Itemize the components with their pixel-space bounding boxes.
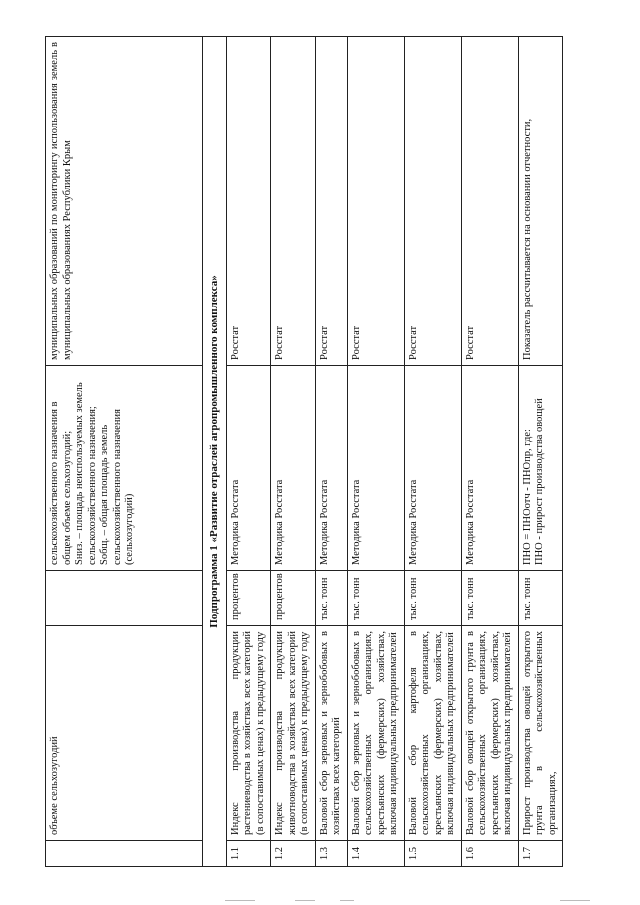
method-cell: Методика Росстата — [404, 366, 461, 571]
method-cell: Методика Росстата — [226, 366, 271, 571]
description-cell: объеме сельхозугодий — [46, 626, 203, 841]
table-row-continued — [46, 37, 203, 867]
source-cell: Росстат — [347, 37, 404, 366]
source-cell: Росстат — [226, 37, 271, 366]
source-cell: Росстат — [315, 37, 347, 366]
indicator-name-cell: Индекс производства продукции животноводства в хозяйствах всех категорий (в сопоставимых ценах) к предыдущему году — [271, 626, 316, 841]
row-number-cell: 1.7 — [518, 841, 563, 867]
unit-cell: тыс. тонн — [461, 571, 518, 626]
indicators-table — [45, 36, 563, 867]
unit-cell: процентов — [226, 571, 271, 626]
indicator-name-cell: Прирост производства овощей открытого грунта в сельскохозяйственных организациях, — [518, 626, 563, 841]
unit-cell: тыс. тонн — [518, 571, 563, 626]
source-cell: Росстат — [404, 37, 461, 366]
indicator-name-cell: Валовой сбор овощей открытого грунта в сельскохозяйственных организациях, крестьянских (фермерских) хозяйствах, включая индивидуальных предпринимателей — [461, 626, 518, 841]
row-number-cell: 1.1 — [226, 841, 271, 867]
row-number-cell: 1.6 — [461, 841, 518, 867]
indicator-name-cell: Валовой сбор картофеля в сельскохозяйственных организациях, крестьянских (фермерских) хозяйствах, включая индивидуальных предпринимателей — [404, 626, 461, 841]
indicator-name-cell: Валовой сбор зерновых и зернобобовых в сельскохозяйственных организациях, крестьянских (фермерских) хозяйствах, включая индивидуальных предпринимателей — [347, 626, 404, 841]
unit-cell: тыс. тонн — [315, 571, 347, 626]
indicator-name-cell: Индекс производства продукции растениеводства в хозяйствах всех категорий (в сопоставимых ценах) к предыдущему году — [226, 626, 271, 841]
method-cell: Методика Росстата — [347, 366, 404, 571]
table-row — [226, 37, 271, 867]
formula-cell: сельскохозяйственного назначения в общем объеме сельхозугодий; Sниз. – площадь неиспользуемых земель сельскохозяйственного назначения; Sобщ. – общая площадь земель сельскохозяйственного назначения (сельхозугодий) — [46, 366, 203, 571]
source-cell: Росстат — [461, 37, 518, 366]
table-row — [271, 37, 316, 867]
method-cell: ПНО = ПНОотч - ПНОпр, где: ПНО - прирост производства овощей — [518, 366, 563, 571]
row-number-cell: 1.2 — [271, 841, 316, 867]
row-number-cell — [46, 841, 203, 867]
indicator-name-cell: Валовой сбор зерновых и зернобобовых в хозяйствах всех категорий — [315, 626, 347, 841]
source-cell: Показатель рассчитывается на основании отчетности, — [518, 37, 563, 366]
method-cell: Методика Росстата — [461, 366, 518, 571]
unit-cell: тыс. тонн — [404, 571, 461, 626]
scan-marks — [0, 880, 640, 905]
method-cell: Методика Росстата — [315, 366, 347, 571]
row-number-cell: 1.4 — [347, 841, 404, 867]
method-cell: Методика Росстата — [271, 366, 316, 571]
row-number-cell: 1.5 — [404, 841, 461, 867]
table-row — [461, 37, 518, 867]
row-number-cell: 1.3 — [315, 841, 347, 867]
table-row — [518, 37, 563, 867]
table-row — [315, 37, 347, 867]
rotated-table-container — [45, 37, 590, 867]
table-row — [404, 37, 461, 867]
subprogram-title: Подпрограмма 1 «Развитие отраслей агропромышленного комплекса» — [203, 37, 227, 867]
table-row — [347, 37, 404, 867]
source-cell: Росстат — [271, 37, 316, 366]
unit-cell — [46, 571, 203, 626]
source-cell: муниципальных образований по мониторингу использования земель в муниципальных образованиях Республики Крым — [46, 37, 203, 366]
subprogram-row — [203, 37, 227, 867]
unit-cell: тыс. тонн — [347, 571, 404, 626]
unit-cell: процентов — [271, 571, 316, 626]
